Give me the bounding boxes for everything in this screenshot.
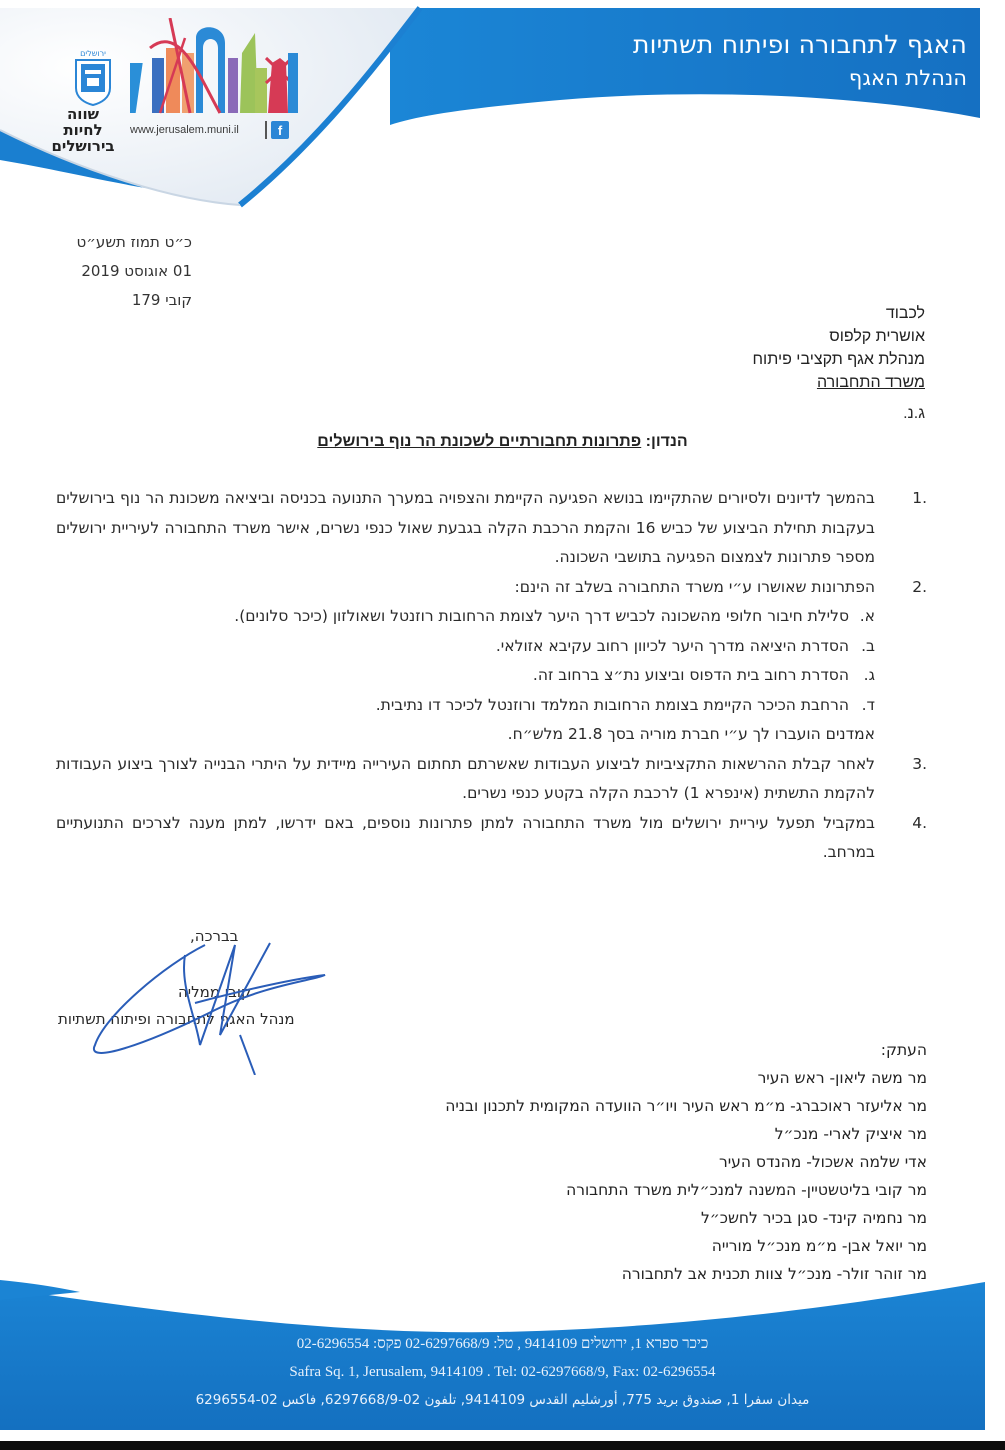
subject-line (80, 433, 925, 451)
subitem-text: הסדרת היציאה מדרך היער לכיוון רחוב עקיבא אזולאי. (495, 636, 849, 655)
item-number: .4 (912, 813, 927, 832)
item-number: .1 (912, 489, 927, 507)
letter-body (56, 484, 927, 868)
footer-hebrew-address: כיכר ספרא 1, ירושלים 9414109 , טל: 02-6297668/9 פקס: 02-6296554 (296, 1336, 709, 1352)
divider (265, 121, 267, 139)
cc-recipient: מר קובי בליטשטיין- המשנה למנכ״לית משרד התחבורה (566, 1181, 927, 1199)
cc-recipient: מר איציק לארי- מנכ״ל (774, 1125, 927, 1143)
recipient-name: אושרית קלפוס (829, 328, 925, 345)
estimate-note: אמדנים הועברו לך ע״י חברת מוריה בסך 21.8 מלש״ח. (507, 725, 875, 743)
cc-recipient: אדי שלמה אשכול- מהנדס העיר (718, 1153, 927, 1171)
svg-text:ירושלים: ירושלים (80, 49, 106, 58)
subitem-a (56, 602, 927, 632)
scan-edge (0, 1441, 1005, 1450)
greeting: ג.נ. (903, 405, 925, 422)
facebook-icon[interactable]: f (271, 121, 289, 139)
slogan-line-2: בירושלים (51, 137, 115, 155)
slogan-line-1: שווה לחיות (63, 105, 103, 139)
item-number: .2 (912, 577, 927, 596)
recipient-office: משרד התחבורה (816, 374, 925, 391)
body-item-1 (56, 484, 927, 573)
item-text: הפתרונות שאושרו ע״י משרד התחבורה בשלב זה הינם: (514, 577, 875, 596)
cc-label: העתק: (880, 1041, 927, 1059)
jerusalem-skyline-logo (130, 18, 300, 118)
subject-label: הנדון: (645, 433, 688, 450)
salutation: לכבוד (885, 305, 925, 322)
subitem-letter: ג. (863, 666, 875, 684)
subitem-letter: א. (859, 607, 875, 625)
footer-arabic-address: ميدان سفرا 1, صندوق بريد 775, أورشليم القدس 9414109, تلفون 02-6297668/9, فاكس 02-6296554 (195, 1392, 810, 1408)
footer-contact (0, 1330, 1005, 1414)
department-subtitle: הנהלת האגף (848, 66, 967, 90)
subitem-text: סלילת חיבור חלופי מהשכונה לכביש דרך היער לצומת הרחובות רוזנטל ושאולזון (כיכר סלונים). (234, 607, 849, 625)
handwritten-signature (85, 925, 345, 1075)
cc-recipient: מר יואל אבן- מ״מ מנכ״ל מורייה (711, 1237, 927, 1255)
date-block (52, 228, 192, 315)
body-item-3 (56, 750, 927, 809)
subitem-text: הרחבת הכיכר הקיימת בצומת הרחובות המלמד ורוזנטל לכיכר דו נתיבית. (375, 695, 849, 714)
body-item-2 (56, 573, 927, 603)
logo-slogan (45, 106, 121, 154)
subitem-b (56, 632, 927, 662)
signer-name: קובי ממליה (178, 983, 252, 1001)
recipient-block (625, 302, 925, 394)
item-number: .3 (912, 754, 927, 773)
cc-recipient: מר משה ליאון- ראש העיר (757, 1069, 927, 1087)
signer-title: מנהל האגף לתחבורה ופיתוח תשתיות (58, 1010, 295, 1028)
item-text: לאחר קבלת ההרשאות התקציביות לביצוע העבודות שאשרתם תחתום העירייה מיידית על היתרי הבנייה לצורך ביצוע העבודות להקמת התשתית (אינפרא 1) לרכבת הקלה בקטע כנפי נשרים. (56, 754, 875, 802)
body-item-4 (56, 809, 927, 868)
subitem-text: הסדרת רחוב בית הדפוס וביצוע נת״צ ברחוב זה. (532, 666, 849, 684)
subitem-letter: ב. (861, 636, 875, 655)
cc-list (307, 1036, 927, 1288)
item-text: בהמשך לדיונים ולסיורים שהתקיימו בנושא הפגיעה הקיימת והצפויה במערך התנועה בכניסה וביציאה משכונת הר נוף בירושלים בעקבות תחילת הביצוע של כביש 16 והקמת הרכבת הקלה בגבעת שאול כנפי נשרים, אישר משרד התחבורה לעיריית ירושלים מספר פתרונות לצמצום הפגיעה בתושבי השכונה. (56, 489, 876, 566)
subitem-letter: ד. (861, 695, 875, 714)
cc-recipient: מר נחמיה קינד- סגן בכיר לחשכ״ל (700, 1209, 927, 1227)
cc-recipient: מר זוהר זולר- מנכ״ל צוות תכנית אב לתחבורה (621, 1265, 927, 1283)
item-text: במקביל תפעל עיריית ירושלים מול משרד התחבורה למתן פתרונות נוספים, באם ידרשו, למתן מענה לצרכים התנועתיים במרחב. (56, 813, 875, 861)
closing: בברכה, (190, 927, 239, 945)
subitem-d (56, 691, 927, 721)
cc-recipient: מר אליעזר ראוכברג- מ״מ ראש העיר ויו״ר הוועדה המקומית לתכנון ובניה (445, 1097, 927, 1115)
gregorian-date: 01 אוגוסט 2019 (81, 262, 192, 280)
website-link[interactable]: www.jerusalem.muni.il (130, 124, 239, 136)
jerusalem-crest-icon (73, 48, 113, 106)
department-title: האגף לתחבורה ופיתוח תשתיות (632, 30, 967, 59)
footer-english-address: Safra Sq. 1, Jerusalem, 9414109 . Tel: 02-6297668/9, Fax: 02-6296554 (289, 1364, 716, 1380)
reference-number: קובי 179 (131, 291, 192, 309)
subitem-c (56, 661, 927, 691)
recipient-role: מנהלת אגף תקציבי פיתוח (752, 351, 925, 368)
hebrew-date: כ״ט תמוז תשע״ט (76, 233, 192, 251)
subject-text: פתרונות תחבורתיים לשכונת הר נוף בירושלים (317, 433, 642, 450)
